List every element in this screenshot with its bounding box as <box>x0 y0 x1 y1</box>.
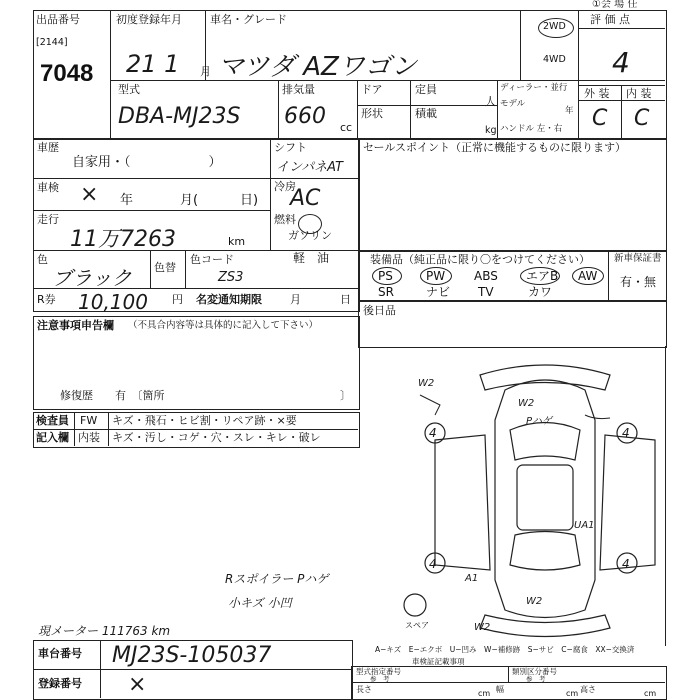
divider <box>278 80 279 138</box>
divider <box>410 80 411 105</box>
sales-point-box <box>358 138 667 252</box>
equip-sr: SR <box>378 285 394 299</box>
load-label: 積載 <box>415 107 437 120</box>
transfer-label: 名変通知期限 <box>196 293 262 306</box>
equip-abs: ABS <box>474 269 498 283</box>
warranty-label: 新車保証書 <box>614 253 662 264</box>
class-no-label: 類別区分番号 <box>512 667 557 676</box>
reg-no-value: × <box>128 672 147 697</box>
insp-month: 月( <box>180 193 199 208</box>
color-code-value: ZS3 <box>218 270 244 285</box>
car-windshield <box>510 423 580 461</box>
score-label: 評 価 点 <box>590 13 630 26</box>
mileage-unit: km <box>228 235 246 248</box>
attachments-box <box>358 300 667 348</box>
reg-no-label: 登録番号 <box>38 677 82 690</box>
divider <box>74 412 75 446</box>
equipment-label: 装備品（純正品に限り〇をつけてください） <box>370 253 590 266</box>
divider <box>357 80 358 138</box>
fw-label: FW <box>80 414 98 427</box>
ac-label: 冷房 <box>274 180 296 193</box>
equip-leather: カワ <box>528 285 553 299</box>
car-diagram <box>395 360 695 640</box>
mark-4-fl: 4 <box>429 426 437 440</box>
lot-number: 7048 <box>40 60 94 87</box>
divider <box>185 250 186 288</box>
insp-day: 日) <box>240 193 259 208</box>
mark-w2-rear: W2 <box>474 622 491 633</box>
hand-note-1: Rスポイラー Pハゲ <box>225 572 329 586</box>
exterior-label: 外 装 <box>584 87 610 100</box>
repaint-label: 色替 <box>154 261 176 274</box>
mark-w2-top: W2 <box>518 398 535 409</box>
mileage-value: 11万7263 <box>70 227 176 252</box>
mark-phage: Pハゲ <box>526 416 553 427</box>
height-label: 高さ <box>580 685 596 694</box>
car-rear <box>480 615 610 637</box>
fw-items: キズ・飛石・ヒビ割・リペア跡・×要 <box>112 414 297 427</box>
disp-value: 660 <box>284 104 326 129</box>
height-unit: cm <box>644 689 657 698</box>
type-spec-sub: 参 考 <box>370 675 390 683</box>
type-value: DBA-MJ23S <box>118 104 241 129</box>
interior-value: C <box>634 106 650 131</box>
equip-airbag: エアB <box>526 269 559 283</box>
dealer-label: ディーラー・並行 <box>500 83 568 93</box>
mark-4-rl: 4 <box>429 557 437 571</box>
type-label: 型式 <box>118 83 140 96</box>
mark-4-rr: 4 <box>622 557 630 571</box>
divider <box>33 429 358 430</box>
divider <box>351 682 665 683</box>
car-left-side <box>435 435 490 570</box>
chassis-label: 車台番号 <box>38 647 82 660</box>
drive-4wd: 4WD <box>543 54 566 65</box>
repair-close: 〕 <box>340 389 351 402</box>
hand-note-2: 小キズ 小凹 <box>228 596 292 610</box>
width-label: 幅 <box>496 685 504 694</box>
disp-label: 排気量 <box>282 83 315 96</box>
divider <box>357 105 497 106</box>
drive-2wd: 2WD <box>543 21 566 32</box>
car-roof <box>517 465 573 530</box>
color-value: ブラック <box>52 266 132 290</box>
capacity-unit: 人 <box>485 95 496 108</box>
type-spec-label: 型式指定番号 <box>356 667 401 676</box>
divider <box>508 666 509 682</box>
reg-label: 初度登録年月 <box>116 13 182 26</box>
mark-4-fr: 4 <box>622 426 630 440</box>
name-value: マツダ AZワゴン <box>218 52 417 82</box>
divider <box>520 10 521 80</box>
lot-label: 出品番号 <box>36 13 80 26</box>
odo-note: 現メーター 111763 km <box>38 624 171 638</box>
equip-circle-pw <box>420 267 452 285</box>
length-label: 長さ <box>356 685 372 694</box>
equip-circle-aw <box>572 267 604 285</box>
insp-year: 年 <box>120 193 134 208</box>
divider <box>108 412 109 446</box>
color-code-label: 色コード <box>190 253 234 266</box>
recycle-label: R券 <box>37 293 56 306</box>
equip-circle-ps <box>372 267 402 285</box>
transfer-day: 日 <box>340 293 351 306</box>
spare-label: スペア <box>405 621 429 630</box>
equip-tv: TV <box>478 285 494 299</box>
inspection-label: 車検 <box>37 181 59 194</box>
top-right-note: ①会 場 任 <box>592 0 638 10</box>
divider <box>33 669 351 670</box>
length-unit: cm <box>478 689 491 698</box>
divider <box>578 10 579 138</box>
fuel-label: 燃料 <box>274 213 296 226</box>
recycle-value: 10,100 <box>78 290 148 314</box>
reg-month: 月 <box>200 65 211 78</box>
divider <box>497 80 498 138</box>
car-front <box>480 365 610 390</box>
interior-label: 内 装 <box>626 87 652 100</box>
fuel-gas: ガソリン <box>288 229 332 242</box>
color-label: 色 <box>37 253 48 266</box>
chassis-value: MJ23S-105037 <box>112 643 272 668</box>
inspector-label-2: 記入欄 <box>36 431 69 444</box>
inspector-label-1: 検査員 <box>36 414 69 427</box>
divider <box>33 178 358 179</box>
notes-label: 注意事項申告欄 <box>37 319 114 332</box>
handle-label: ハンドル 左・右 <box>500 124 563 134</box>
exterior-value: C <box>592 106 608 131</box>
divider <box>578 85 665 86</box>
score-value: 4 <box>612 46 630 79</box>
inspection-value: × <box>80 182 99 207</box>
width-unit: cm <box>566 689 579 698</box>
form-label: 形状 <box>361 107 383 120</box>
sales-point-label: セールスポイント（正常に機能するものに限ります） <box>363 141 627 154</box>
spare-wheel <box>404 594 426 616</box>
equip-aw: AW <box>578 269 598 283</box>
divider <box>110 10 111 138</box>
history-label: 車歴 <box>37 141 59 154</box>
divider <box>100 640 101 698</box>
door-label: ドア <box>361 83 383 96</box>
divider <box>578 28 665 29</box>
equip-pw: PW <box>426 269 446 283</box>
equip-circle-airbag <box>520 267 560 285</box>
mileage-label: 走行 <box>37 213 59 226</box>
warranty-value: 有・無 <box>620 275 657 289</box>
disp-unit: cc <box>340 121 353 134</box>
equip-navi: ナビ <box>426 285 451 299</box>
divider <box>410 105 411 138</box>
model-year-unit: 年 <box>565 106 574 116</box>
equip-ps: PS <box>378 269 393 283</box>
reg-value: 21 1 <box>126 50 180 78</box>
history-value: 自家用・（ ） <box>72 155 222 170</box>
divider <box>270 138 271 250</box>
name-label: 車名・グレード <box>210 13 287 26</box>
car-rear-window <box>510 532 580 571</box>
legend-line-2: 車検証記載事項 <box>412 657 465 666</box>
divider <box>33 210 270 211</box>
divider <box>150 250 151 288</box>
mark-w2-top-left: W2 <box>418 378 435 389</box>
shift-value: インパネAT <box>276 160 343 175</box>
car-right-side <box>600 435 655 570</box>
fuel-diesel: 軽 油 <box>293 251 330 265</box>
ac-value: AC <box>290 186 321 211</box>
shift-label: シフト <box>274 141 307 154</box>
class-no-sub: 参 考 <box>526 675 546 683</box>
legend-line-1: A−キズ E−エクボ U−凹み W−補修跡 S−サビ C−腐食 XX−交換済 <box>375 645 635 654</box>
attachments-label: 後日品 <box>363 304 396 317</box>
divider <box>608 250 609 300</box>
mark-w2-bottom: W2 <box>526 596 543 607</box>
in-items: キズ・汚し・コゲ・穴・スレ・キレ・破レ <box>112 431 321 444</box>
lot-code: [2144] <box>36 37 68 48</box>
in-label: 内装 <box>78 431 100 444</box>
notes-sub: （不具合内容等は具体的に記入して下さい） <box>128 320 319 331</box>
load-unit: kg <box>485 125 497 136</box>
capacity-label: 定員 <box>415 83 437 96</box>
recycle-unit: 円 <box>172 293 183 306</box>
transfer-month: 月 <box>290 293 301 306</box>
mark-a1: A1 <box>465 573 479 584</box>
divider <box>621 85 622 138</box>
mark-ua1: UA1 <box>574 520 595 531</box>
model-year-label: モデル <box>500 99 526 109</box>
repair-label: 修復歴 有 〔箇所 <box>60 389 165 402</box>
